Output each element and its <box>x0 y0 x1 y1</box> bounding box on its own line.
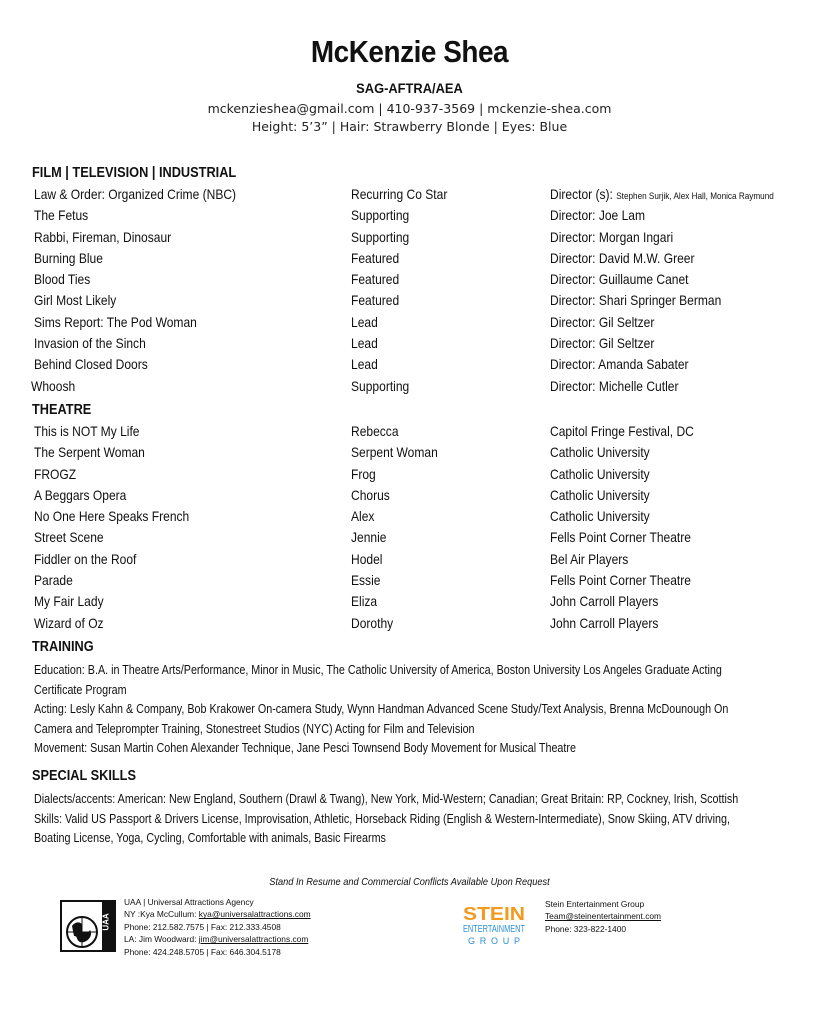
skills-section-title: SPECIAL SKILLS <box>32 768 136 784</box>
credit-project: Law & Order: Organized Crime (NBC) <box>34 186 237 202</box>
training-education: Education: B.A. in Theatre Arts/Performance, Minor in Music, The Catholic University of America, Boston University Los Angeles Graduate Acting Certificate Program <box>34 662 722 697</box>
skills-list: Skills: Valid US Passport & Drivers License, Improvisation, Athletic, Horseback Riding (English & Western-Intermediate), Snow Skiing, ATV driving, Boating License, Yoga, Cycling, Comfortable with animals, Basic Firearms <box>34 810 731 846</box>
theatre-credit-row <box>0 487 819 508</box>
credit-project: FROGZ <box>34 465 77 482</box>
stein-logo-mid: ENTERTAINMENT <box>463 924 525 935</box>
credit-role: Featured <box>351 271 400 288</box>
theatre-credit-row <box>0 529 819 550</box>
credit-project: Fiddler on the Roof <box>34 550 137 567</box>
credit-director-label: Director: David M.W. Greer <box>550 249 695 266</box>
credit-director <box>550 314 654 330</box>
theatre-credit-row <box>0 572 819 593</box>
training-acting: Acting: Lesly Kahn & Company, Bob Krakower On-camera Study, Wynn Handman Advanced Scene Study/Text Analysis, Brenna McDounough On Camera and Teleprompter Training, Stonestreet Studios (NYC) Acting for Film and Television <box>34 701 729 736</box>
film-credit-row <box>0 378 819 399</box>
uaa-ny-line <box>124 908 311 920</box>
credit-director-names: Stephen Surjik, Alex Hall, Monica Raymund <box>616 191 774 202</box>
credit-role: Lead <box>351 356 378 373</box>
physical-stats: Height: 5’3” | Hair: Strawberry Blonde | Eyes: Blue <box>251 119 568 134</box>
uaa-ny-phone: Phone: 212.582.7575 | Fax: 212.333.4508 <box>124 921 281 932</box>
uaa-ny-email-link[interactable]: kya@universalattractions.com <box>198 909 311 920</box>
credit-director-label: Director: Joe Lam <box>550 207 646 224</box>
credit-director-label: Director: Michelle Cutler <box>550 377 679 394</box>
credit-venue: Capitol Fringe Festival, DC <box>550 423 694 439</box>
credit-role: Lead <box>351 335 378 352</box>
credit-role: Lead <box>351 313 378 330</box>
film-credits <box>0 186 819 399</box>
skills-details <box>34 789 756 848</box>
credit-project: Blood Ties <box>34 271 91 288</box>
credit-venue: John Carroll Players <box>550 614 659 631</box>
credit-venue: John Carroll Players <box>550 593 659 610</box>
film-credit-row <box>0 314 819 335</box>
credit-director <box>550 207 645 223</box>
credit-venue: Bel Air Players <box>550 550 629 567</box>
credit-project: A Beggars Opera <box>34 486 127 503</box>
stein-phone: Phone: 323-822-1400 <box>545 923 627 934</box>
credit-venue: Catholic University <box>550 508 650 525</box>
film-credit-row <box>0 356 819 377</box>
credit-role: Serpent Woman <box>351 444 438 461</box>
theatre-credit-row <box>0 593 819 614</box>
uaa-la-line <box>124 933 311 945</box>
film-credit-row <box>0 292 819 313</box>
film-credit-row <box>0 207 819 228</box>
uaa-ny-contact: NY :Kya McCullum: <box>124 909 199 920</box>
credit-venue: Catholic University <box>550 444 650 461</box>
training-section-title: TRAINING <box>32 639 94 655</box>
credit-role: Featured <box>351 292 400 309</box>
credit-venue: Fells Point Corner Theatre <box>550 572 691 589</box>
credit-project: Behind Closed Doors <box>34 356 148 373</box>
credit-project: Rabbi, Fireman, Dinosaur <box>34 228 172 245</box>
credit-role: Hodel <box>351 550 383 567</box>
uaa-la-email-link[interactable]: jim@universalattractions.com <box>198 934 309 945</box>
training-details <box>34 660 756 758</box>
credit-director-label: Director: Morgan Ingari <box>550 228 674 245</box>
theatre-credit-row <box>0 423 819 444</box>
theatre-credit-row <box>0 466 819 487</box>
theatre-credit-row <box>0 444 819 465</box>
theatre-credit-row <box>0 615 819 636</box>
uaa-la-contact: LA: Jim Woodward: <box>124 934 199 945</box>
credit-project: Street Scene <box>34 529 104 546</box>
credit-project: Girl Most Likely <box>34 292 117 309</box>
stein-logo-bottom: GROUP <box>468 936 520 946</box>
credit-project: My Fair Lady <box>34 593 104 610</box>
union-affiliation: SAG-AFTRA/AEA <box>356 80 463 96</box>
credit-director-label: Director: Amanda Sabater <box>550 356 689 373</box>
credit-role: Jennie <box>351 529 387 546</box>
actor-name: McKenzie Shea <box>310 34 509 69</box>
credit-role: Rebecca <box>351 423 399 439</box>
credit-project: No One Here Speaks French <box>34 508 190 525</box>
credit-venue: Catholic University <box>550 486 650 503</box>
credit-role: Alex <box>351 508 375 525</box>
film-credit-row <box>0 186 819 207</box>
film-credit-row <box>0 271 819 292</box>
credit-project: Whoosh <box>31 377 76 394</box>
credit-role: Frog <box>351 465 376 482</box>
credit-role: Supporting <box>351 377 410 394</box>
credit-role: Eliza <box>351 593 378 610</box>
credit-director-label: Director: Shari Springer Berman <box>550 292 722 309</box>
theatre-credits <box>0 423 819 636</box>
credit-project: Sims Report: The Pod Woman <box>34 313 197 330</box>
stein-contact <box>545 898 661 935</box>
credit-role: Dorothy <box>351 614 394 631</box>
stein-name: Stein Entertainment Group <box>545 899 645 909</box>
credit-director <box>550 186 774 202</box>
credit-director <box>550 271 689 287</box>
film-credit-row <box>0 250 819 271</box>
credit-director <box>550 335 654 351</box>
credit-role: Recurring Co Star <box>351 186 448 202</box>
credit-project: This is NOT My Life <box>34 423 140 439</box>
credit-director-label: Director (s): <box>550 186 617 202</box>
film-credit-row <box>0 335 819 356</box>
credit-role: Supporting <box>351 228 410 245</box>
credit-role: Supporting <box>351 207 410 224</box>
credit-director <box>550 292 721 308</box>
film-section-title: FILM | TELEVISION | INDUSTRIAL <box>32 165 237 181</box>
credit-project: Burning Blue <box>34 249 103 266</box>
stein-email-link[interactable]: Team@steinentertainment.com <box>545 911 662 922</box>
theatre-credit-row <box>0 508 819 529</box>
uaa-contact <box>124 896 311 958</box>
theatre-credit-row <box>0 551 819 572</box>
uaa-name: UAA | Universal Attractions Agency <box>124 897 254 907</box>
credit-project: Parade <box>34 572 73 589</box>
skills-dialects: Dialects/accents: American: New England, Southern (Drawl & Twang), New York, Mid-Western; Canadian; Great Britain: RP, Cockney, Irish, Scottish <box>34 791 739 806</box>
credit-venue: Catholic University <box>550 465 650 482</box>
credit-director-label: Director: Gil Seltzer <box>550 313 655 330</box>
credit-role: Essie <box>351 572 381 589</box>
credit-director <box>550 229 673 245</box>
credit-role: Chorus <box>351 486 390 503</box>
training-movement: Movement: Susan Martin Cohen Alexander Technique, Jane Pesci Townsend Body Movement for Musical Theatre <box>34 740 576 756</box>
credit-project: Wizard of Oz <box>34 614 104 631</box>
stein-logo-top: STEIN <box>463 904 525 924</box>
theatre-section-title: THEATRE <box>32 402 92 418</box>
uaa-logo <box>60 900 116 952</box>
credit-venue: Fells Point Corner Theatre <box>550 529 691 546</box>
credit-director-label: Director: Gil Seltzer <box>550 335 655 352</box>
credit-project: The Fetus <box>34 207 89 224</box>
credit-role: Featured <box>351 249 400 266</box>
credit-project: The Serpent Woman <box>34 444 145 461</box>
availability-note: Stand In Resume and Commercial Conflicts Available Upon Request <box>269 876 550 888</box>
uaa-logo-text: UAA <box>101 913 111 931</box>
credit-director-label: Director: Guillaume Canet <box>550 271 689 288</box>
film-credit-row <box>0 229 819 250</box>
credit-project: Invasion of the Sinch <box>34 335 146 352</box>
contact-info: mckenzieshea@gmail.com | 410-937-3569 | mckenzie-shea.com <box>207 101 612 116</box>
credit-director <box>550 356 689 372</box>
uaa-la-phone: Phone: 424.248.5705 | Fax: 646.304.5178 <box>124 946 281 957</box>
credit-director <box>550 378 678 394</box>
stein-logo <box>461 903 527 947</box>
credit-director <box>550 250 695 266</box>
